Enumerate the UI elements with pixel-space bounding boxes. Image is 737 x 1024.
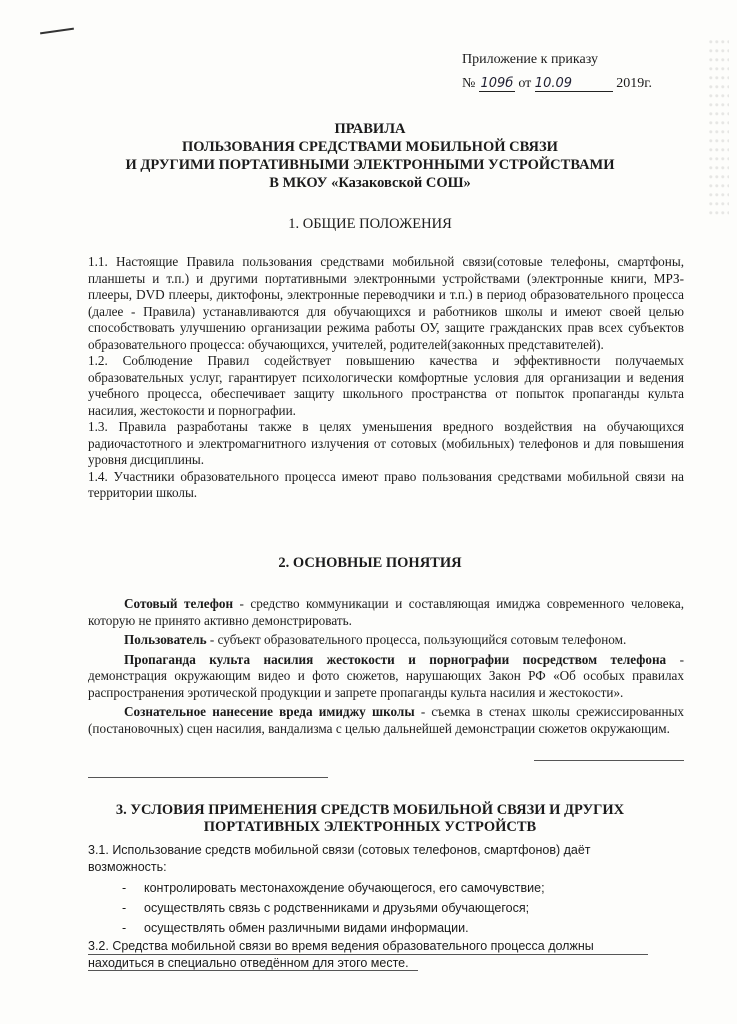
- section-3-heading-line-2: ПОРТАТИВНЫХ ЭЛЕКТРОННЫХ УСТРОЙСТВ: [203, 819, 537, 835]
- hand-underline-3: [88, 954, 648, 955]
- appendix-line: Приложение к приказу: [462, 52, 598, 67]
- order-date: 10.09: [535, 76, 613, 92]
- section-1-body: [88, 254, 684, 502]
- definition-4: [88, 704, 684, 737]
- paragraph-3-1-line-1: 3.1. Использование средств мобильной связи (сотовых телефонов, смартфонов) даёт: [88, 843, 591, 857]
- definition-2: [88, 632, 684, 649]
- paragraph-1-4: 1.4. Участники образовательного процесса имеют право пользования средствами мобильной связи на территории школы.: [88, 468, 684, 500]
- definition-4-term: Сознательное нанесение вреда имиджу школы: [124, 704, 415, 719]
- paragraph-1-1: 1.1. Настоящие Правила пользования средствами мобильной связи(сотовые телефоны, смартфоны, планшеты и т.п.) и другими портативными электронными устройствами (электронные книги, МРЗ-плееры, DVD плееры, диктофоны, электронные переводчики и т.п.) в период образовательного процесса (далее - Правила) устанавливаются для обучающихся и работников школы и имеют своей целью способствовать улучшению организации режима работы ОУ, защите гражданских прав всех субъектов образовательного процесса: обучающихся, учителей, родителей(законных представителей).: [88, 254, 684, 352]
- title-line-1: ПРАВИЛА: [334, 121, 406, 137]
- section-2-heading: 2. ОСНОВНЫЕ ПОНЯТИЯ: [278, 555, 462, 571]
- section-1-heading: 1. ОБЩИЕ ПОЛОЖЕНИЯ: [288, 216, 452, 232]
- title-line-4: В МКОУ «Казаковской СОШ»: [269, 175, 471, 191]
- hand-underline-2: [88, 777, 328, 778]
- definition-1-term: Сотовый телефон: [124, 596, 234, 611]
- scan-noise: [709, 40, 729, 220]
- paragraph-3-1-line-2: возможность:: [88, 859, 167, 874]
- order-number: 109б: [480, 76, 514, 91]
- paragraph-3-1: [88, 842, 688, 875]
- definition-3-term: Пропаганда культа насилия жестокости и порнографии посредством телефона: [124, 651, 667, 667]
- definition-4-text: - съемка в стенах школы срежиссированных (постановочных) сцен насилия, вандализма с целью дальнейшей демонстрации сюжетов окружающим.: [88, 704, 684, 736]
- list-dash: -: [122, 921, 127, 935]
- section-3-heading: [80, 802, 660, 836]
- definition-1-text: - средство коммуникации и составляющая имиджа современного человека, которую не принято активно демонстрировать.: [88, 596, 685, 628]
- title-line-2: ПОЛЬЗОВАНИЯ СРЕДСТВАМИ МОБИЛЬНОЙ СВЯЗИ: [182, 139, 558, 155]
- list-dash: -: [122, 901, 127, 915]
- appendix-number-line: [462, 76, 652, 92]
- hand-underline-1: [534, 760, 684, 761]
- list-dash: -: [122, 881, 127, 895]
- definition-1: [88, 596, 684, 629]
- order-year: 2019г.: [616, 76, 652, 91]
- paragraph-1-2: 1.2. Соблюдение Правил содействует повышению качества и эффективности получаемых образовательных услуг, гарантирует психологически комфортные условия для организации и ведения учебного процесса, обеспечивает защиту школьного пространства от попыток пропаганды культа насилия, жестокости и порнографии.: [88, 353, 684, 418]
- section-2-body: [88, 596, 684, 737]
- definition-2-text: - субъект образовательного процесса, пользующийся сотовым телефоном.: [206, 632, 627, 647]
- list-item-text: контролировать местонахождение обучающегося, его самочувствие;: [144, 881, 545, 895]
- list-item: [122, 881, 545, 895]
- scan-artifact-mark: [40, 28, 74, 35]
- paragraph-3-2-line-2: находиться в специально отведённом для этого месте.: [88, 955, 409, 970]
- document-title: [80, 120, 660, 192]
- paragraph-1-3: 1.3. Правила разработаны также в целях уменьшения вредного воздействия на обучающихся радиочастотного и электромагнитного излучения от сотовых (мобильных) телефонов и для повышения уровня дисциплины.: [88, 419, 684, 467]
- list-item: [122, 921, 469, 935]
- paragraph-3-2-line-1: 3.2. Средства мобильной связи во время ведения образовательного процесса должны: [88, 939, 594, 953]
- list-item-text: осуществлять обмен различными видами информации.: [144, 921, 469, 935]
- list-item: [122, 901, 529, 915]
- title-line-3: И ДРУГИМИ ПОРТАТИВНЫМИ ЭЛЕКТРОННЫМИ УСТРОЙСТВАМИ: [125, 157, 615, 173]
- definition-2-term: Пользователь: [124, 632, 207, 647]
- list-item-text: осуществлять связь с родственниками и друзьями обучающегося;: [144, 901, 530, 915]
- definition-3-text: - демонстрация окружающим видео и фото сюжетов, нарушающих Закон РФ «Об особых правилах распространения эротической продукции и запрете пропаганды культа насилия и жестокости».: [88, 651, 684, 700]
- definition-3: [88, 652, 684, 702]
- section-3-heading-line-1: 3. УСЛОВИЯ ПРИМЕНЕНИЯ СРЕДСТВ МОБИЛЬНОЙ СВЯЗИ И ДРУГИХ: [115, 802, 625, 818]
- hand-underline-4: [88, 970, 418, 971]
- from-word: от: [518, 76, 532, 91]
- number-sign: №: [462, 76, 476, 91]
